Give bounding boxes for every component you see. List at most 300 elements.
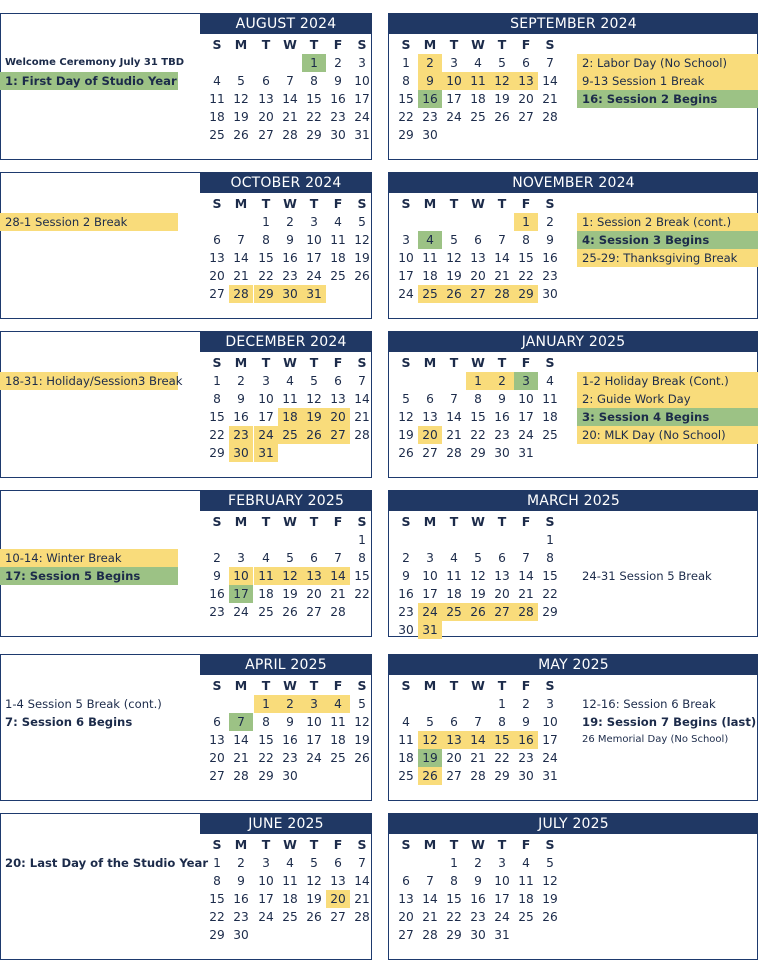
calendar-day[interactable]: 8 [262,233,270,247]
calendar-day[interactable]: 2 [402,551,410,565]
calendar-day[interactable]: 2 [418,54,442,72]
calendar-day[interactable]: 22 [446,910,462,924]
calendar-day[interactable]: 16 [233,892,249,906]
calendar-day[interactable]: 28 [422,928,438,942]
calendar-day[interactable]: 29 [306,128,322,142]
calendar-day[interactable]: 21 [233,269,249,283]
calendar-day[interactable]: 29 [258,769,274,783]
calendar-day[interactable]: 2 [237,856,245,870]
calendar-day[interactable]: 7 [358,856,366,870]
calendar-day[interactable]: 20 [209,751,225,765]
calendar-day[interactable]: 6 [213,715,221,729]
calendar-day[interactable]: 28 [354,910,370,924]
calendar-day[interactable]: 27 [422,446,438,460]
calendar-day[interactable]: 2 [546,215,554,229]
calendar-day[interactable]: 21 [233,751,249,765]
calendar-day[interactable]: 1 [213,374,221,388]
calendar-day[interactable]: 10 [306,715,322,729]
calendar-day[interactable]: 26 [398,446,414,460]
calendar-day[interactable]: 23 [542,269,558,283]
calendar-day[interactable]: 24 [254,426,278,444]
calendar-day[interactable]: 11 [330,233,346,247]
calendar-day[interactable]: 1 [302,54,326,72]
calendar-day[interactable]: 12 [354,715,370,729]
calendar-day[interactable]: 26 [442,285,466,303]
calendar-day[interactable]: 31 [254,444,278,462]
calendar-day[interactable]: 2 [278,695,302,713]
calendar-day[interactable]: 31 [494,928,510,942]
calendar-day[interactable]: 28 [470,769,486,783]
calendar-day[interactable]: 10 [398,251,414,265]
calendar-day[interactable]: 15 [209,410,225,424]
calendar-day[interactable]: 17 [542,733,558,747]
calendar-day[interactable]: 3 [262,856,270,870]
calendar-day[interactable]: 5 [498,56,506,70]
calendar-day[interactable]: 13 [258,92,274,106]
calendar-day[interactable]: 8 [213,392,221,406]
calendar-day[interactable]: 6 [474,233,482,247]
calendar-day[interactable]: 7 [334,551,342,565]
calendar-day[interactable]: 18 [278,408,302,426]
calendar-day[interactable]: 12 [306,392,322,406]
calendar-day[interactable]: 26 [302,426,326,444]
calendar-day[interactable]: 29 [209,928,225,942]
calendar-day[interactable]: 9 [402,569,410,583]
calendar-day[interactable]: 10 [354,74,370,88]
calendar-day[interactable]: 4 [213,74,221,88]
calendar-day[interactable]: 30 [398,623,414,637]
calendar-day[interactable]: 6 [334,374,342,388]
calendar-day[interactable]: 22 [354,587,370,601]
calendar-day[interactable]: 23 [422,110,438,124]
calendar-day[interactable]: 7 [498,233,506,247]
calendar-day[interactable]: 2 [286,215,294,229]
calendar-day[interactable]: 13 [422,410,438,424]
calendar-day[interactable]: 22 [470,428,486,442]
calendar-day[interactable]: 26 [542,910,558,924]
calendar-day[interactable]: 29 [514,285,538,303]
calendar-day[interactable]: 27 [209,769,225,783]
calendar-day[interactable]: 5 [358,697,366,711]
calendar-day[interactable]: 19 [354,733,370,747]
calendar-day[interactable]: 22 [398,110,414,124]
calendar-day[interactable]: 7 [229,713,253,731]
calendar-day[interactable]: 13 [209,733,225,747]
calendar-day[interactable]: 4 [418,231,442,249]
calendar-day[interactable]: 1 [262,215,270,229]
calendar-day[interactable]: 26 [306,910,322,924]
calendar-day[interactable]: 12 [470,569,486,583]
calendar-day[interactable]: 10 [422,569,438,583]
calendar-day[interactable]: 18 [258,587,274,601]
calendar-day[interactable]: 28 [282,128,298,142]
calendar-day[interactable]: 10 [258,874,274,888]
calendar-day[interactable]: 19 [302,408,326,426]
calendar-day[interactable]: 6 [498,551,506,565]
calendar-day[interactable]: 23 [494,428,510,442]
calendar-day[interactable]: 19 [306,892,322,906]
calendar-day[interactable]: 25 [518,910,534,924]
calendar-day[interactable]: 16 [282,733,298,747]
calendar-day[interactable]: 15 [258,251,274,265]
calendar-day[interactable]: 3 [402,233,410,247]
calendar-day[interactable]: 20 [306,587,322,601]
calendar-day[interactable]: 7 [286,74,294,88]
calendar-day[interactable]: 26 [354,751,370,765]
calendar-day[interactable]: 18 [518,892,534,906]
calendar-day[interactable]: 20 [470,269,486,283]
calendar-day[interactable]: 1 [514,213,538,231]
calendar-day[interactable]: 8 [262,715,270,729]
calendar-day[interactable]: 21 [354,410,370,424]
calendar-day[interactable]: 4 [450,551,458,565]
calendar-day[interactable]: 7 [426,874,434,888]
calendar-day[interactable]: 31 [542,769,558,783]
calendar-day[interactable]: 23 [330,110,346,124]
calendar-day[interactable]: 16 [398,587,414,601]
calendar-day[interactable]: 2 [334,56,342,70]
calendar-day[interactable]: 17 [494,892,510,906]
calendar-day[interactable]: 19 [494,92,510,106]
calendar-day[interactable]: 26 [418,767,442,785]
calendar-day[interactable]: 7 [358,374,366,388]
calendar-day[interactable]: 11 [466,72,490,90]
calendar-day[interactable]: 11 [422,251,438,265]
calendar-day[interactable]: 6 [213,233,221,247]
calendar-day[interactable]: 11 [254,567,278,585]
calendar-day[interactable]: 13 [442,731,466,749]
calendar-day[interactable]: 3 [358,56,366,70]
calendar-day[interactable]: 13 [514,72,538,90]
calendar-day[interactable]: 30 [229,444,253,462]
calendar-day[interactable]: 4 [286,374,294,388]
calendar-day[interactable]: 27 [446,769,462,783]
calendar-day[interactable]: 12 [490,72,514,90]
calendar-day[interactable]: 28 [229,285,253,303]
calendar-day[interactable]: 12 [278,567,302,585]
calendar-day[interactable]: 4 [546,374,554,388]
calendar-day[interactable]: 22 [258,269,274,283]
calendar-day[interactable]: 16 [330,92,346,106]
calendar-day[interactable]: 15 [518,251,534,265]
calendar-day[interactable]: 25 [258,605,274,619]
calendar-day[interactable]: 12 [542,874,558,888]
calendar-day[interactable]: 31 [302,285,326,303]
calendar-day[interactable]: 7 [522,551,530,565]
calendar-day[interactable]: 3 [514,372,538,390]
calendar-day[interactable]: 11 [282,392,298,406]
calendar-day[interactable]: 19 [282,587,298,601]
calendar-day[interactable]: 1 [466,372,490,390]
calendar-day[interactable]: 13 [494,569,510,583]
calendar-day[interactable]: 1 [358,533,366,547]
calendar-day[interactable]: 5 [310,374,318,388]
calendar-day[interactable]: 8 [498,715,506,729]
calendar-day[interactable]: 7 [237,233,245,247]
calendar-day[interactable]: 18 [446,587,462,601]
calendar-day[interactable]: 26 [233,128,249,142]
calendar-day[interactable]: 10 [306,233,322,247]
calendar-day[interactable]: 10 [542,715,558,729]
calendar-day[interactable]: 9 [522,715,530,729]
calendar-day[interactable]: 14 [354,392,370,406]
calendar-day[interactable]: 22 [542,587,558,601]
calendar-day[interactable]: 30 [330,128,346,142]
calendar-day[interactable]: 10 [258,392,274,406]
calendar-day[interactable]: 22 [209,910,225,924]
calendar-day[interactable]: 20 [209,269,225,283]
calendar-day[interactable]: 23 [398,605,414,619]
calendar-day[interactable]: 14 [542,74,558,88]
calendar-day[interactable]: 15 [306,92,322,106]
calendar-day[interactable]: 29 [254,285,278,303]
calendar-day[interactable]: 15 [209,892,225,906]
calendar-day[interactable]: 21 [282,110,298,124]
calendar-day[interactable]: 16 [209,587,225,601]
calendar-day[interactable]: 1 [402,56,410,70]
calendar-day[interactable]: 12 [233,92,249,106]
calendar-day[interactable]: 13 [302,567,326,585]
calendar-day[interactable]: 31 [354,128,370,142]
calendar-day[interactable]: 2 [490,372,514,390]
calendar-day[interactable]: 16 [233,410,249,424]
calendar-day[interactable]: 23 [233,910,249,924]
calendar-day[interactable]: 5 [402,392,410,406]
calendar-day[interactable]: 25 [330,269,346,283]
calendar-day[interactable]: 1 [546,533,554,547]
calendar-day[interactable]: 17 [446,92,462,106]
calendar-day[interactable]: 8 [522,233,530,247]
calendar-day[interactable]: 23 [518,751,534,765]
calendar-day[interactable]: 1 [498,697,506,711]
calendar-day[interactable]: 13 [330,392,346,406]
calendar-day[interactable]: 26 [354,269,370,283]
calendar-day[interactable]: 1 [450,856,458,870]
calendar-day[interactable]: 4 [522,856,530,870]
calendar-day[interactable]: 11 [518,874,534,888]
calendar-day[interactable]: 14 [233,251,249,265]
calendar-day[interactable]: 24 [354,110,370,124]
calendar-day[interactable]: 3 [302,695,326,713]
calendar-day[interactable]: 3 [237,551,245,565]
calendar-day[interactable]: 30 [542,287,558,301]
calendar-day[interactable]: 5 [474,551,482,565]
calendar-day[interactable]: 30 [518,769,534,783]
calendar-day[interactable]: 28 [446,446,462,460]
calendar-day[interactable]: 5 [426,715,434,729]
calendar-day[interactable]: 31 [518,446,534,460]
calendar-day[interactable]: 24 [258,910,274,924]
calendar-day[interactable]: 17 [229,585,253,603]
calendar-day[interactable]: 17 [518,410,534,424]
calendar-day[interactable]: 4 [474,56,482,70]
calendar-day[interactable]: 29 [542,605,558,619]
calendar-day[interactable]: 9 [286,233,294,247]
calendar-day[interactable]: 25 [442,603,466,621]
calendar-day[interactable]: 16 [418,90,442,108]
calendar-day[interactable]: 20 [518,92,534,106]
calendar-day[interactable]: 26 [282,605,298,619]
calendar-day[interactable]: 7 [546,56,554,70]
calendar-day[interactable]: 10 [229,567,253,585]
calendar-day[interactable]: 11 [282,874,298,888]
calendar-day[interactable]: 24 [518,428,534,442]
calendar-day[interactable]: 17 [258,410,274,424]
calendar-day[interactable]: 24 [418,603,442,621]
calendar-day[interactable]: 6 [262,74,270,88]
calendar-day[interactable]: 20 [418,426,442,444]
calendar-day[interactable]: 11 [542,392,558,406]
calendar-day[interactable]: 23 [209,605,225,619]
calendar-day[interactable]: 13 [470,251,486,265]
calendar-day[interactable]: 24 [398,287,414,301]
calendar-day[interactable]: 27 [518,110,534,124]
calendar-day[interactable]: 25 [470,110,486,124]
calendar-day[interactable]: 13 [330,874,346,888]
calendar-day[interactable]: 15 [542,569,558,583]
calendar-day[interactable]: 3 [546,697,554,711]
calendar-day[interactable]: 16 [542,251,558,265]
calendar-day[interactable]: 16 [470,892,486,906]
calendar-day[interactable]: 4 [334,215,342,229]
calendar-day[interactable]: 28 [330,605,346,619]
calendar-day[interactable]: 30 [282,769,298,783]
calendar-day[interactable]: 13 [209,251,225,265]
calendar-day[interactable]: 24 [233,605,249,619]
calendar-day[interactable]: 27 [330,910,346,924]
calendar-day[interactable]: 12 [398,410,414,424]
calendar-day[interactable]: 5 [237,74,245,88]
calendar-day[interactable]: 8 [450,874,458,888]
calendar-day[interactable]: 1 [254,695,278,713]
calendar-day[interactable]: 25 [278,426,302,444]
calendar-day[interactable]: 23 [470,910,486,924]
calendar-day[interactable]: 30 [494,446,510,460]
calendar-day[interactable]: 16 [514,731,538,749]
calendar-day[interactable]: 27 [490,603,514,621]
calendar-day[interactable]: 19 [233,110,249,124]
calendar-day[interactable]: 19 [354,251,370,265]
calendar-day[interactable]: 19 [398,428,414,442]
calendar-day[interactable]: 25 [542,428,558,442]
calendar-day[interactable]: 14 [466,731,490,749]
calendar-day[interactable]: 6 [450,715,458,729]
calendar-day[interactable]: 2 [237,374,245,388]
calendar-day[interactable]: 29 [470,446,486,460]
calendar-day[interactable]: 29 [494,769,510,783]
calendar-day[interactable]: 5 [450,233,458,247]
calendar-day[interactable]: 27 [209,287,225,301]
calendar-day[interactable]: 27 [326,426,350,444]
calendar-day[interactable]: 12 [418,731,442,749]
calendar-day[interactable]: 20 [494,587,510,601]
calendar-day[interactable]: 7 [474,715,482,729]
calendar-day[interactable]: 14 [354,874,370,888]
calendar-day[interactable]: 10 [494,874,510,888]
calendar-day[interactable]: 12 [354,233,370,247]
calendar-day[interactable]: 27 [306,605,322,619]
calendar-day[interactable]: 6 [522,56,530,70]
calendar-day[interactable]: 19 [542,892,558,906]
calendar-day[interactable]: 17 [258,892,274,906]
calendar-day[interactable]: 8 [213,874,221,888]
calendar-day[interactable]: 12 [306,874,322,888]
calendar-day[interactable]: 24 [306,269,322,283]
calendar-day[interactable]: 21 [330,587,346,601]
calendar-day[interactable]: 16 [494,410,510,424]
calendar-day[interactable]: 31 [418,621,442,639]
calendar-day[interactable]: 21 [470,751,486,765]
calendar-day[interactable]: 11 [209,92,225,106]
calendar-day[interactable]: 21 [354,892,370,906]
calendar-day[interactable]: 28 [354,428,370,442]
calendar-day[interactable]: 14 [518,569,534,583]
calendar-day[interactable]: 23 [282,751,298,765]
calendar-day[interactable]: 3 [262,374,270,388]
calendar-day[interactable]: 21 [422,910,438,924]
calendar-day[interactable]: 13 [398,892,414,906]
calendar-day[interactable]: 14 [233,733,249,747]
calendar-day[interactable]: 18 [282,892,298,906]
calendar-day[interactable]: 18 [422,269,438,283]
calendar-day[interactable]: 21 [494,269,510,283]
calendar-day[interactable]: 9 [418,72,442,90]
calendar-day[interactable]: 24 [306,751,322,765]
calendar-day[interactable]: 22 [518,269,534,283]
calendar-day[interactable]: 7 [450,392,458,406]
calendar-day[interactable]: 20 [258,110,274,124]
calendar-day[interactable]: 22 [258,751,274,765]
calendar-day[interactable]: 8 [402,74,410,88]
calendar-day[interactable]: 9 [286,715,294,729]
calendar-day[interactable]: 19 [418,749,442,767]
calendar-day[interactable]: 18 [542,410,558,424]
calendar-day[interactable]: 22 [306,110,322,124]
calendar-day[interactable]: 25 [398,769,414,783]
calendar-day[interactable]: 25 [330,751,346,765]
calendar-day[interactable]: 9 [498,392,506,406]
calendar-day[interactable]: 21 [518,587,534,601]
calendar-day[interactable]: 6 [334,856,342,870]
calendar-day[interactable]: 22 [494,751,510,765]
calendar-day[interactable]: 9 [474,874,482,888]
calendar-day[interactable]: 5 [546,856,554,870]
calendar-day[interactable]: 9 [237,874,245,888]
calendar-day[interactable]: 4 [286,856,294,870]
calendar-day[interactable]: 17 [306,733,322,747]
calendar-day[interactable]: 17 [354,92,370,106]
calendar-day[interactable]: 17 [422,587,438,601]
calendar-day[interactable]: 24 [446,110,462,124]
calendar-day[interactable]: 18 [398,751,414,765]
calendar-day[interactable]: 30 [233,928,249,942]
calendar-day[interactable]: 20 [398,910,414,924]
calendar-day[interactable]: 18 [330,733,346,747]
calendar-day[interactable]: 28 [514,603,538,621]
calendar-day[interactable]: 8 [546,551,554,565]
calendar-day[interactable]: 14 [446,410,462,424]
calendar-day[interactable]: 10 [518,392,534,406]
calendar-day[interactable]: 1 [213,856,221,870]
calendar-day[interactable]: 5 [358,215,366,229]
calendar-day[interactable]: 2 [213,551,221,565]
calendar-day[interactable]: 29 [209,446,225,460]
calendar-day[interactable]: 12 [446,251,462,265]
calendar-day[interactable]: 9 [546,233,554,247]
calendar-day[interactable]: 26 [494,110,510,124]
calendar-day[interactable]: 4 [326,695,350,713]
calendar-day[interactable]: 22 [209,428,225,442]
